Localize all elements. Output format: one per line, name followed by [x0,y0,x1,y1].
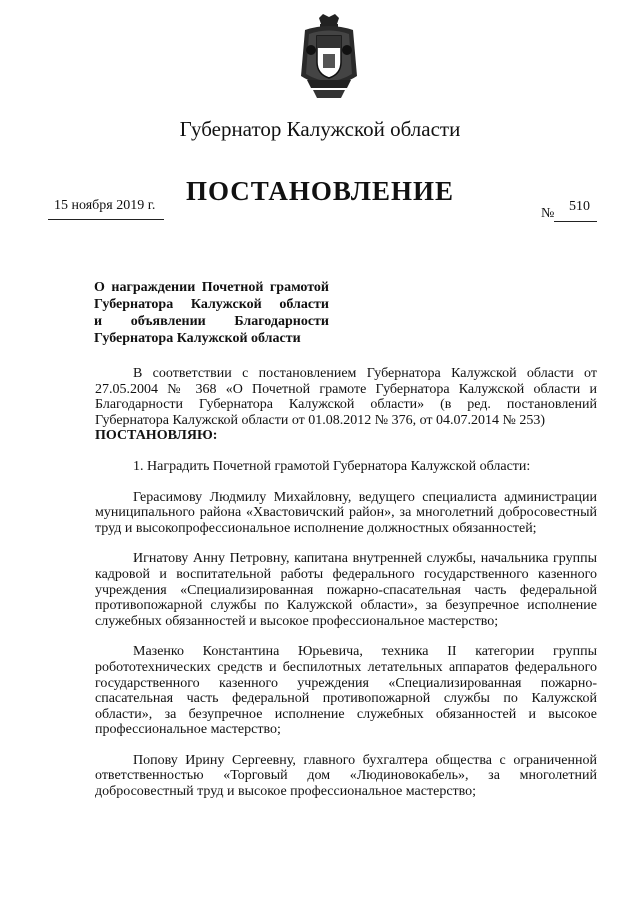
awardee-paragraph: Попову Ирину Сергеевну, главного бухгалтера общества с ограниченной ответственностью «Торговый дом «Людиновокабель», за многолетний добросовестный труд и высокое профессиональное мастерство; [95,752,597,800]
clause-1: 1. Наградить Почетной грамотой Губернатора Калужской области: [133,458,531,474]
preamble-paragraph: В соответствии с постановлением Губернатора Калужской области от 27.05.2004 № 368 «О Почетной грамоте Губернатора Калужской области и Благодарности Губернатора Калужской области» (в ред. постановлений Губернатора Калужской области от 01.08.2012 № 376, от 04.07.2014 № 253) [95,366,597,428]
document-date: 15 ноября 2019 г. [54,198,156,213]
coat-of-arms-emblem [297,14,361,100]
awardee-paragraph: Мазенко Константина Юрьевича, техника II категории группы робототехнических средств и беспилотных летательных аппаратов федерального государственного казенного учреждения «Специализированная пожарно-спасательная часть федеральной противопожарной службы по Калужской области», за безупречное исполнение служебных обязанностей и высокое профессиональное мастерство; [95,644,597,738]
subject-line: и объявлении Благодарности [94,314,329,329]
document-body [95,366,597,800]
resolve-heading: ПОСТАНОВЛЯЮ: [95,428,218,444]
issuing-authority: Губернатор Калужской области [179,117,461,141]
subject-line: Губернатора Калужской области [94,297,329,312]
document-number: 510 [569,199,590,214]
document-type-title: ПОСТАНОВЛЕНИЕ [185,176,455,206]
number-underline [554,221,597,222]
document-subject [94,279,329,347]
awardee-paragraph: Герасимову Людмилу Михайловну, ведущего специалиста администрации муниципального района «Хвастовичский район», за многолетний добросовестный труд и высокопрофессиональное исполнение должностных обязанностей; [95,489,597,536]
date-underline [48,219,164,220]
subject-line: О награждении Почетной грамотой [94,280,329,295]
subject-line: Губернатора Калужской области [94,331,301,346]
awardee-paragraph: Игнатову Анну Петровну, капитана внутренней службы, начальника группы кадровой и воспитательной работы федерального государственного казенного учреждения «Специализированная пожарно-спасательная часть федеральной противопожарной службы по Калужской области», за безупречное исполнение служебных обязанностей и высокое профессиональное мастерство; [95,551,597,629]
number-sign: № [541,206,555,221]
